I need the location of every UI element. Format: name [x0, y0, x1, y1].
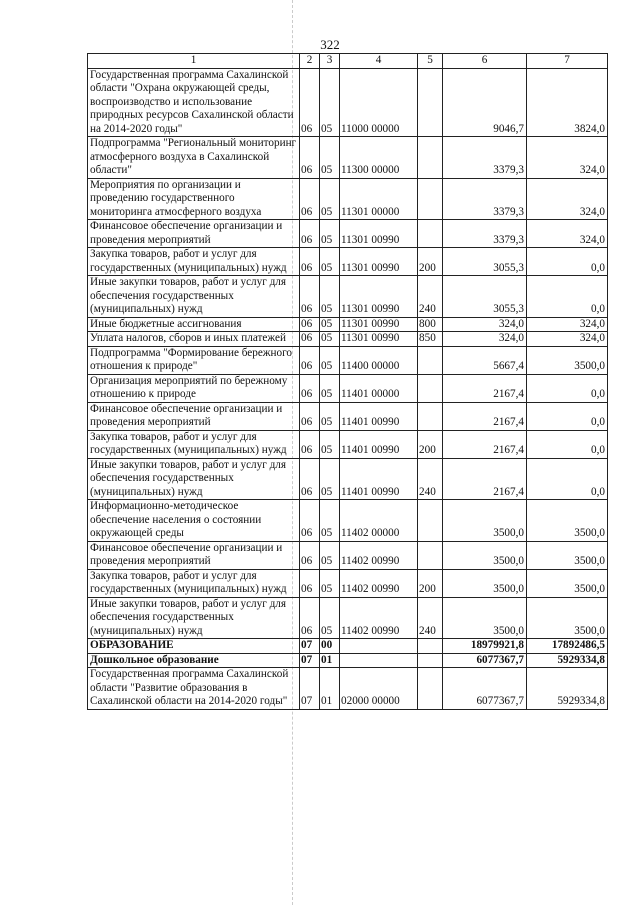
row-name: Информационно-методическое обеспечение населения о состоянии окружающей среды: [88, 500, 300, 542]
row-target-code: 11402 00990: [340, 541, 418, 569]
table-row: [88, 402, 608, 430]
row-subsection-code: 05: [320, 541, 340, 569]
row-section-code: 06: [300, 178, 320, 220]
row-target-code: 11301 00990: [340, 220, 418, 248]
row-amount-year1: 18979921,8: [443, 639, 527, 654]
row-amount-year2: 5929334,8: [527, 668, 608, 710]
row-amount-year2: 0,0: [527, 248, 608, 276]
row-subsection-code: 05: [320, 68, 340, 137]
table-row: [88, 374, 608, 402]
row-name: Мероприятия по организации и проведению государственного мониторинга атмосферного воздуха: [88, 178, 300, 220]
column-header: 5: [418, 54, 443, 69]
row-amount-year2: 324,0: [527, 332, 608, 347]
row-section-code: 06: [300, 597, 320, 639]
table-row: [88, 220, 608, 248]
row-name: Закупка товаров, работ и услуг для государственных (муниципальных) нужд: [88, 569, 300, 597]
table-row: [88, 653, 608, 668]
table-row: [88, 248, 608, 276]
row-amount-year1: 3500,0: [443, 500, 527, 542]
row-name: Финансовое обеспечение организации и проведения мероприятий: [88, 541, 300, 569]
row-amount-year2: 324,0: [527, 178, 608, 220]
row-name: Государственная программа Сахалинской области "Развитие образования в Сахалинской области на 2014-2020 годы": [88, 668, 300, 710]
row-target-code: 11301 00990: [340, 276, 418, 318]
table-row: [88, 317, 608, 332]
row-amount-year1: 6077367,7: [443, 668, 527, 710]
table-row: [88, 597, 608, 639]
row-section-code: 06: [300, 402, 320, 430]
row-subsection-code: 00: [320, 639, 340, 654]
row-section-code: 06: [300, 500, 320, 542]
row-target-code: 11000 00000: [340, 68, 418, 137]
column-header: 3: [320, 54, 340, 69]
row-subsection-code: 05: [320, 500, 340, 542]
row-expense-type: 200: [418, 430, 443, 458]
row-target-code: 11301 00990: [340, 332, 418, 347]
row-name: Иные закупки товаров, работ и услуг для обеспечения государственных (муниципальных) нужд: [88, 276, 300, 318]
table-row: [88, 500, 608, 542]
row-expense-type: 240: [418, 458, 443, 500]
row-section-code: 06: [300, 68, 320, 137]
row-amount-year2: 0,0: [527, 276, 608, 318]
table-header-row: [88, 54, 608, 69]
row-amount-year2: 0,0: [527, 402, 608, 430]
row-subsection-code: 05: [320, 569, 340, 597]
row-section-code: 06: [300, 541, 320, 569]
row-amount-year1: 9046,7: [443, 68, 527, 137]
row-amount-year1: 3379,3: [443, 178, 527, 220]
table-row: [88, 668, 608, 710]
row-subsection-code: 05: [320, 332, 340, 347]
table-row: [88, 569, 608, 597]
row-section-code: 06: [300, 346, 320, 374]
budget-table: [87, 53, 608, 710]
row-section-code: 07: [300, 668, 320, 710]
row-name: Уплата налогов, сборов и иных платежей: [88, 332, 300, 347]
row-subsection-code: 05: [320, 248, 340, 276]
table-row: [88, 68, 608, 137]
row-amount-year1: 3500,0: [443, 597, 527, 639]
row-amount-year2: 324,0: [527, 220, 608, 248]
row-expense-type: [418, 137, 443, 179]
row-expense-type: 240: [418, 276, 443, 318]
row-amount-year1: 2167,4: [443, 458, 527, 500]
row-amount-year1: 324,0: [443, 317, 527, 332]
row-name: ОБРАЗОВАНИЕ: [88, 639, 300, 654]
column-header: 2: [300, 54, 320, 69]
column-header: 4: [340, 54, 418, 69]
row-expense-type: 200: [418, 248, 443, 276]
row-expense-type: [418, 500, 443, 542]
row-target-code: 11301 00990: [340, 317, 418, 332]
row-expense-type: [418, 68, 443, 137]
row-amount-year2: 3824,0: [527, 68, 608, 137]
row-expense-type: [418, 541, 443, 569]
row-amount-year1: 3055,3: [443, 248, 527, 276]
row-amount-year2: 324,0: [527, 317, 608, 332]
row-name: Организация мероприятий по бережному отношению к природе: [88, 374, 300, 402]
table-row: [88, 178, 608, 220]
row-target-code: 11400 00000: [340, 346, 418, 374]
column-header: 7: [527, 54, 608, 69]
row-amount-year2: 3500,0: [527, 569, 608, 597]
row-amount-year2: 3500,0: [527, 597, 608, 639]
row-expense-type: [418, 220, 443, 248]
row-amount-year1: 324,0: [443, 332, 527, 347]
row-name: Иные бюджетные ассигнования: [88, 317, 300, 332]
table-row: [88, 346, 608, 374]
table-row: [88, 137, 608, 179]
table-row: [88, 430, 608, 458]
row-section-code: 06: [300, 332, 320, 347]
row-subsection-code: 05: [320, 178, 340, 220]
row-target-code: 11402 00000: [340, 500, 418, 542]
row-section-code: 06: [300, 430, 320, 458]
row-subsection-code: 01: [320, 668, 340, 710]
row-section-code: 06: [300, 137, 320, 179]
row-section-code: 07: [300, 639, 320, 654]
row-section-code: 07: [300, 653, 320, 668]
row-amount-year2: 0,0: [527, 458, 608, 500]
row-amount-year1: 2167,4: [443, 402, 527, 430]
row-amount-year1: 3500,0: [443, 541, 527, 569]
row-target-code: 11402 00990: [340, 569, 418, 597]
row-expense-type: [418, 639, 443, 654]
row-section-code: 06: [300, 374, 320, 402]
table-row: [88, 458, 608, 500]
row-name: Иные закупки товаров, работ и услуг для обеспечения государственных (муниципальных) нужд: [88, 458, 300, 500]
row-target-code: [340, 653, 418, 668]
row-name: Подпрограмма "Формирование бережного отношения к природе": [88, 346, 300, 374]
row-expense-type: 800: [418, 317, 443, 332]
row-name: Финансовое обеспечение организации и проведения мероприятий: [88, 402, 300, 430]
row-subsection-code: 05: [320, 137, 340, 179]
row-amount-year2: 3500,0: [527, 346, 608, 374]
row-amount-year1: 2167,4: [443, 430, 527, 458]
row-target-code: 11300 00000: [340, 137, 418, 179]
row-target-code: 02000 00000: [340, 668, 418, 710]
row-subsection-code: 05: [320, 317, 340, 332]
row-expense-type: 200: [418, 569, 443, 597]
row-amount-year2: 324,0: [527, 137, 608, 179]
row-name: Закупка товаров, работ и услуг для государственных (муниципальных) нужд: [88, 248, 300, 276]
row-target-code: 11401 00990: [340, 430, 418, 458]
table-row: [88, 541, 608, 569]
row-amount-year1: 6077367,7: [443, 653, 527, 668]
row-expense-type: [418, 178, 443, 220]
row-amount-year2: 3500,0: [527, 500, 608, 542]
row-amount-year2: 0,0: [527, 430, 608, 458]
row-subsection-code: 05: [320, 597, 340, 639]
row-subsection-code: 01: [320, 653, 340, 668]
row-subsection-code: 05: [320, 346, 340, 374]
row-amount-year2: 0,0: [527, 374, 608, 402]
row-amount-year1: 3500,0: [443, 569, 527, 597]
row-expense-type: [418, 668, 443, 710]
row-amount-year2: 3500,0: [527, 541, 608, 569]
row-target-code: 11401 00000: [340, 374, 418, 402]
row-name: Финансовое обеспечение организации и проведения мероприятий: [88, 220, 300, 248]
row-name: Иные закупки товаров, работ и услуг для обеспечения государственных (муниципальных) нужд: [88, 597, 300, 639]
row-target-code: 11401 00990: [340, 402, 418, 430]
table-row: [88, 332, 608, 347]
row-expense-type: 850: [418, 332, 443, 347]
row-expense-type: [418, 346, 443, 374]
table-row: [88, 639, 608, 654]
row-amount-year1: 2167,4: [443, 374, 527, 402]
column-header: 6: [443, 54, 527, 69]
row-amount-year1: 3055,3: [443, 276, 527, 318]
row-amount-year2: 5929334,8: [527, 653, 608, 668]
row-name: Закупка товаров, работ и услуг для государственных (муниципальных) нужд: [88, 430, 300, 458]
row-target-code: 11301 00000: [340, 178, 418, 220]
row-expense-type: [418, 653, 443, 668]
row-target-code: 11401 00990: [340, 458, 418, 500]
row-section-code: 06: [300, 317, 320, 332]
row-amount-year1: 3379,3: [443, 220, 527, 248]
row-section-code: 06: [300, 248, 320, 276]
row-target-code: [340, 639, 418, 654]
row-expense-type: 240: [418, 597, 443, 639]
table-row: [88, 276, 608, 318]
row-section-code: 06: [300, 220, 320, 248]
row-subsection-code: 05: [320, 430, 340, 458]
row-target-code: 11402 00990: [340, 597, 418, 639]
row-expense-type: [418, 374, 443, 402]
page-number: 322: [320, 37, 340, 52]
row-section-code: 06: [300, 458, 320, 500]
row-target-code: 11301 00990: [340, 248, 418, 276]
row-name: Государственная программа Сахалинской области "Охрана окружающей среды, воспроизводство и использование природных ресурсов Сахалинской области на 2014-2020 годы": [88, 68, 300, 137]
row-section-code: 06: [300, 276, 320, 318]
row-name: Дошкольное образование: [88, 653, 300, 668]
row-amount-year1: 3379,3: [443, 137, 527, 179]
row-name: Подпрограмма "Региональный мониторинг атмосферного воздуха в Сахалинской области": [88, 137, 300, 179]
row-subsection-code: 05: [320, 374, 340, 402]
row-subsection-code: 05: [320, 458, 340, 500]
row-subsection-code: 05: [320, 402, 340, 430]
row-subsection-code: 05: [320, 276, 340, 318]
row-section-code: 06: [300, 569, 320, 597]
row-amount-year2: 17892486,5: [527, 639, 608, 654]
row-expense-type: [418, 402, 443, 430]
column-header: 1: [88, 54, 300, 69]
row-subsection-code: 05: [320, 220, 340, 248]
row-amount-year1: 5667,4: [443, 346, 527, 374]
